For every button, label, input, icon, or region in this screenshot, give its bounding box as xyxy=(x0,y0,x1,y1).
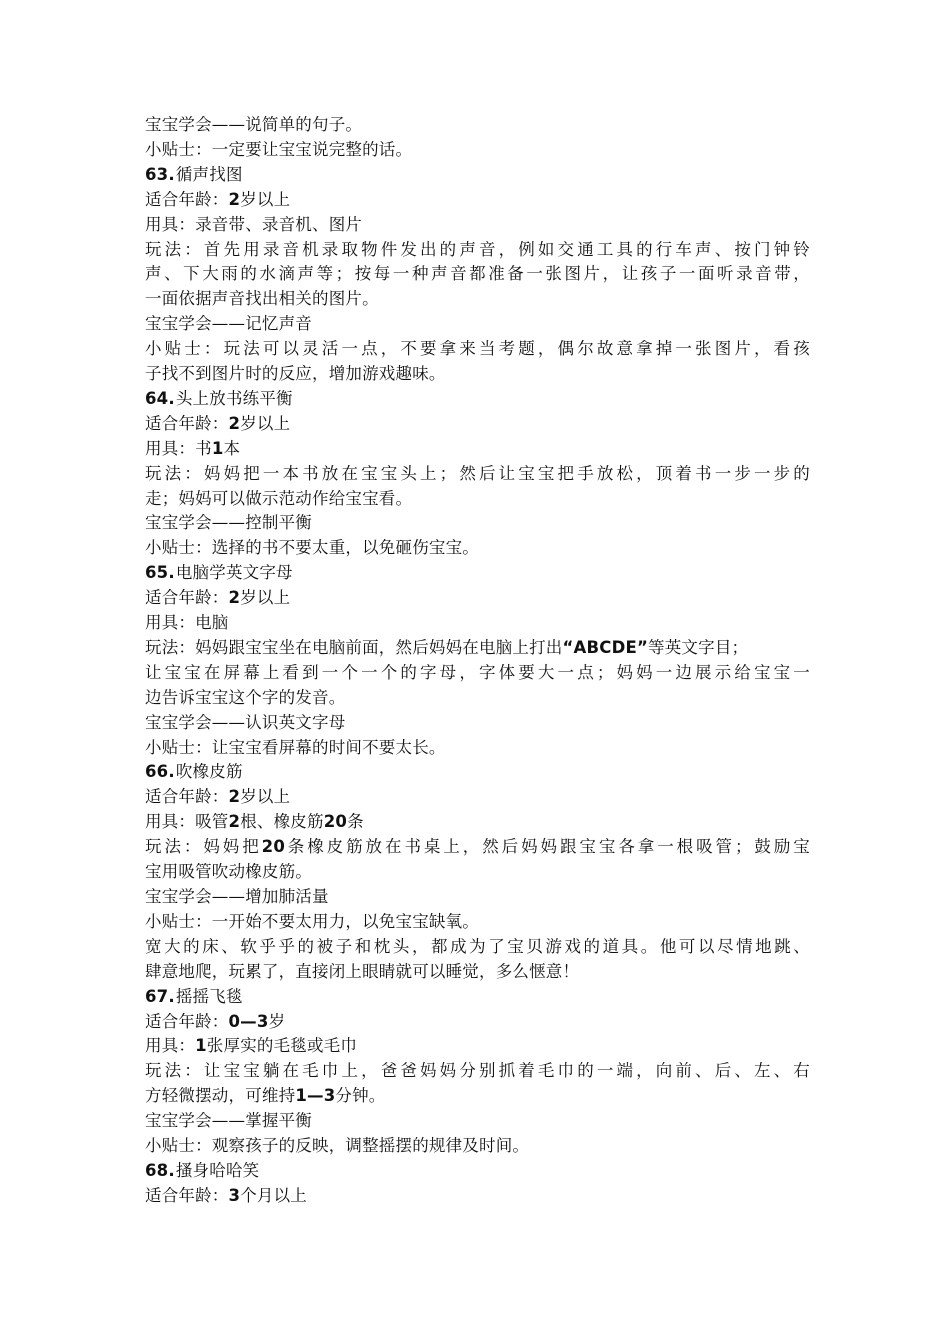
text-run: 走；妈妈可以做示范动作给宝宝看。 xyxy=(145,488,413,508)
game-title-line xyxy=(145,387,810,412)
text-run: 玩法：妈妈跟宝宝坐在电脑前面，然后妈妈在电脑上打出 xyxy=(145,637,563,657)
text-run: 岁以上 xyxy=(240,787,291,807)
text-run: 条橡皮筋放在书桌上，然后妈妈跟宝宝各拿一根吸管；鼓励宝 xyxy=(285,837,810,857)
text-line xyxy=(145,810,810,835)
text-line xyxy=(145,1059,810,1084)
game-title-line xyxy=(145,1159,810,1184)
text-run: 让宝宝在屏幕上看到一个一个的字母，字体要大一点；妈妈一边展示给宝宝一 xyxy=(145,662,810,682)
text-run: 宝宝学会——记忆声音 xyxy=(145,314,312,334)
text-run: 条 xyxy=(347,812,364,832)
text-line xyxy=(145,711,810,736)
text-run: 肆意地爬，玩累了，直接闭上眼睛就可以睡觉，多么惬意！ xyxy=(145,961,580,981)
text-run: 边告诉宝宝这个字的发音。 xyxy=(145,687,346,707)
text-run: 声、下大雨的水滴声等；按每一种声音都准备一张图片，让孩子一面听录音带， xyxy=(145,264,810,284)
text-run: 玩法：妈妈把一本书放在宝宝头上；然后让宝宝把手放松，顶着书一步一步的 xyxy=(145,463,810,483)
text-run: 电脑学英文字母 xyxy=(175,563,293,583)
text-run: 小贴士：观察孩子的反映，调整摇摆的规律及时间。 xyxy=(145,1136,530,1156)
text-line xyxy=(145,885,810,910)
text-run: 用具：吸管 xyxy=(145,812,229,832)
numeric-text: 1—3 xyxy=(295,1086,336,1106)
text-run: 本 xyxy=(223,438,241,458)
text-run: 用具：书 xyxy=(145,438,212,458)
numeric-text: 0—3 xyxy=(228,1011,269,1031)
text-run: 用具：电脑 xyxy=(145,613,229,633)
numeric-text: 64. xyxy=(145,388,175,408)
text-line xyxy=(145,412,810,437)
text-line xyxy=(145,213,810,238)
numeric-text: 2 xyxy=(228,812,241,832)
text-run: 宝宝学会——说简单的句子。 xyxy=(145,115,363,134)
text-run: 宝宝学会——增加肺活量 xyxy=(145,887,329,906)
numeric-text: 20 xyxy=(261,837,286,857)
text-run: 适合年龄： xyxy=(145,189,229,209)
text-line xyxy=(145,138,810,163)
numeric-text: 2 xyxy=(228,189,241,209)
text-line xyxy=(145,611,810,636)
text-line xyxy=(145,188,810,213)
game-title-line xyxy=(145,163,810,188)
text-run: 宝宝学会——掌握平衡 xyxy=(145,1111,312,1131)
text-run: 玩法：首先用录音机录取物件发出的声音，例如交通工具的行车声、按门钟铃 xyxy=(145,239,810,259)
numeric-text: 2 xyxy=(228,588,241,608)
text-run: 用具： xyxy=(145,1036,196,1056)
text-run: 吹橡皮筋 xyxy=(175,762,243,782)
text-line xyxy=(145,835,810,860)
text-line xyxy=(145,337,810,362)
numeric-text: 1 xyxy=(211,438,224,458)
text-line xyxy=(145,362,810,387)
text-run: 子找不到图片时的反应，增加游戏趣味。 xyxy=(145,364,446,384)
text-run: 岁以上 xyxy=(240,189,291,209)
text-line xyxy=(145,1034,810,1059)
text-run: 小贴士：让宝宝看屏幕的时间不要太长。 xyxy=(145,737,446,757)
text-line xyxy=(145,262,810,287)
numeric-text: 65. xyxy=(145,563,175,583)
text-line xyxy=(145,536,810,561)
text-line xyxy=(145,1109,810,1134)
text-run: 等英文字目； xyxy=(648,637,749,657)
numeric-text: 3 xyxy=(228,1185,241,1205)
numeric-text: 67. xyxy=(145,986,175,1006)
text-run: 循声找图 xyxy=(175,164,243,184)
text-line xyxy=(145,312,810,337)
text-run: 个月以上 xyxy=(240,1185,307,1205)
numeric-text: 63. xyxy=(145,164,175,184)
text-run: 适合年龄： xyxy=(145,787,229,807)
text-line xyxy=(145,238,810,263)
game-title-line xyxy=(145,561,810,586)
text-run: 岁 xyxy=(268,1011,286,1031)
text-run: 小贴士：一定要让宝宝说完整的话。 xyxy=(145,139,413,159)
text-run: 宝用吸管吹动橡皮筋。 xyxy=(145,862,312,882)
text-line xyxy=(145,113,810,138)
text-run: 宽大的床、软乎乎的被子和枕头，都成为了宝贝游戏的道具。他可以尽情地跳、 xyxy=(145,936,810,956)
text-run: 一面依据声音找出相关的图片。 xyxy=(145,289,379,309)
numeric-text: 1 xyxy=(195,1036,207,1056)
text-line xyxy=(145,462,810,487)
text-run: 岁以上 xyxy=(240,413,291,433)
text-run: 根、橡皮筋 xyxy=(240,812,324,832)
text-line xyxy=(145,1184,810,1209)
text-run: 用具：录音带、录音机、图片 xyxy=(145,214,363,234)
text-run: 小贴士：选择的书不要太重，以免砸伤宝宝。 xyxy=(145,538,479,558)
text-run: 分钟。 xyxy=(335,1086,386,1106)
text-line xyxy=(145,1010,810,1035)
text-run: 头上放书练平衡 xyxy=(175,388,293,408)
text-run: 岁以上 xyxy=(240,588,291,608)
text-line xyxy=(145,287,810,312)
text-line xyxy=(145,960,810,985)
text-run: 张厚实的毛毯或毛巾 xyxy=(206,1036,358,1056)
text-run: 宝宝学会——认识英文字母 xyxy=(145,712,346,732)
text-run: 方轻微摆动，可维持 xyxy=(145,1086,296,1106)
text-line xyxy=(145,910,810,935)
document-body xyxy=(145,113,810,1209)
text-line xyxy=(145,736,810,761)
text-run: 小贴士：一开始不要太用力，以免宝宝缺氧。 xyxy=(145,911,479,931)
text-run: 小贴士：玩法可以灵活一点，不要拿来当考题，偶尔故意拿掉一张图片，看孩 xyxy=(145,339,810,359)
numeric-text: 20 xyxy=(323,812,348,832)
numeric-text: 68. xyxy=(145,1160,175,1180)
text-line xyxy=(145,487,810,512)
text-line xyxy=(145,785,810,810)
text-line xyxy=(145,661,810,686)
text-run: 适合年龄： xyxy=(145,1011,229,1031)
numeric-text: 66. xyxy=(145,762,175,782)
text-run: 玩法：让宝宝躺在毛巾上，爸爸妈妈分别抓着毛巾的一端，向前、后、左、右 xyxy=(145,1061,810,1081)
text-run: 摇摇飞毯 xyxy=(175,986,243,1006)
text-line xyxy=(145,437,810,462)
text-run: 搔身哈哈笑 xyxy=(175,1160,260,1180)
game-title-line xyxy=(145,985,810,1010)
text-run: 宝宝学会——控制平衡 xyxy=(145,513,312,533)
numeric-text: “ABCDE” xyxy=(562,637,649,657)
numeric-text: 2 xyxy=(228,787,241,807)
text-line xyxy=(145,586,810,611)
text-line xyxy=(145,860,810,885)
text-run: 适合年龄： xyxy=(145,588,229,608)
numeric-text: 2 xyxy=(228,413,241,433)
text-line xyxy=(145,1134,810,1159)
text-run: 适合年龄： xyxy=(145,413,229,433)
text-run: 玩法：妈妈把 xyxy=(145,837,262,857)
text-run: 适合年龄： xyxy=(145,1185,229,1205)
text-line xyxy=(145,1084,810,1109)
text-line xyxy=(145,935,810,960)
text-line xyxy=(145,636,810,661)
text-line xyxy=(145,686,810,711)
text-line xyxy=(145,511,810,536)
game-title-line xyxy=(145,760,810,785)
